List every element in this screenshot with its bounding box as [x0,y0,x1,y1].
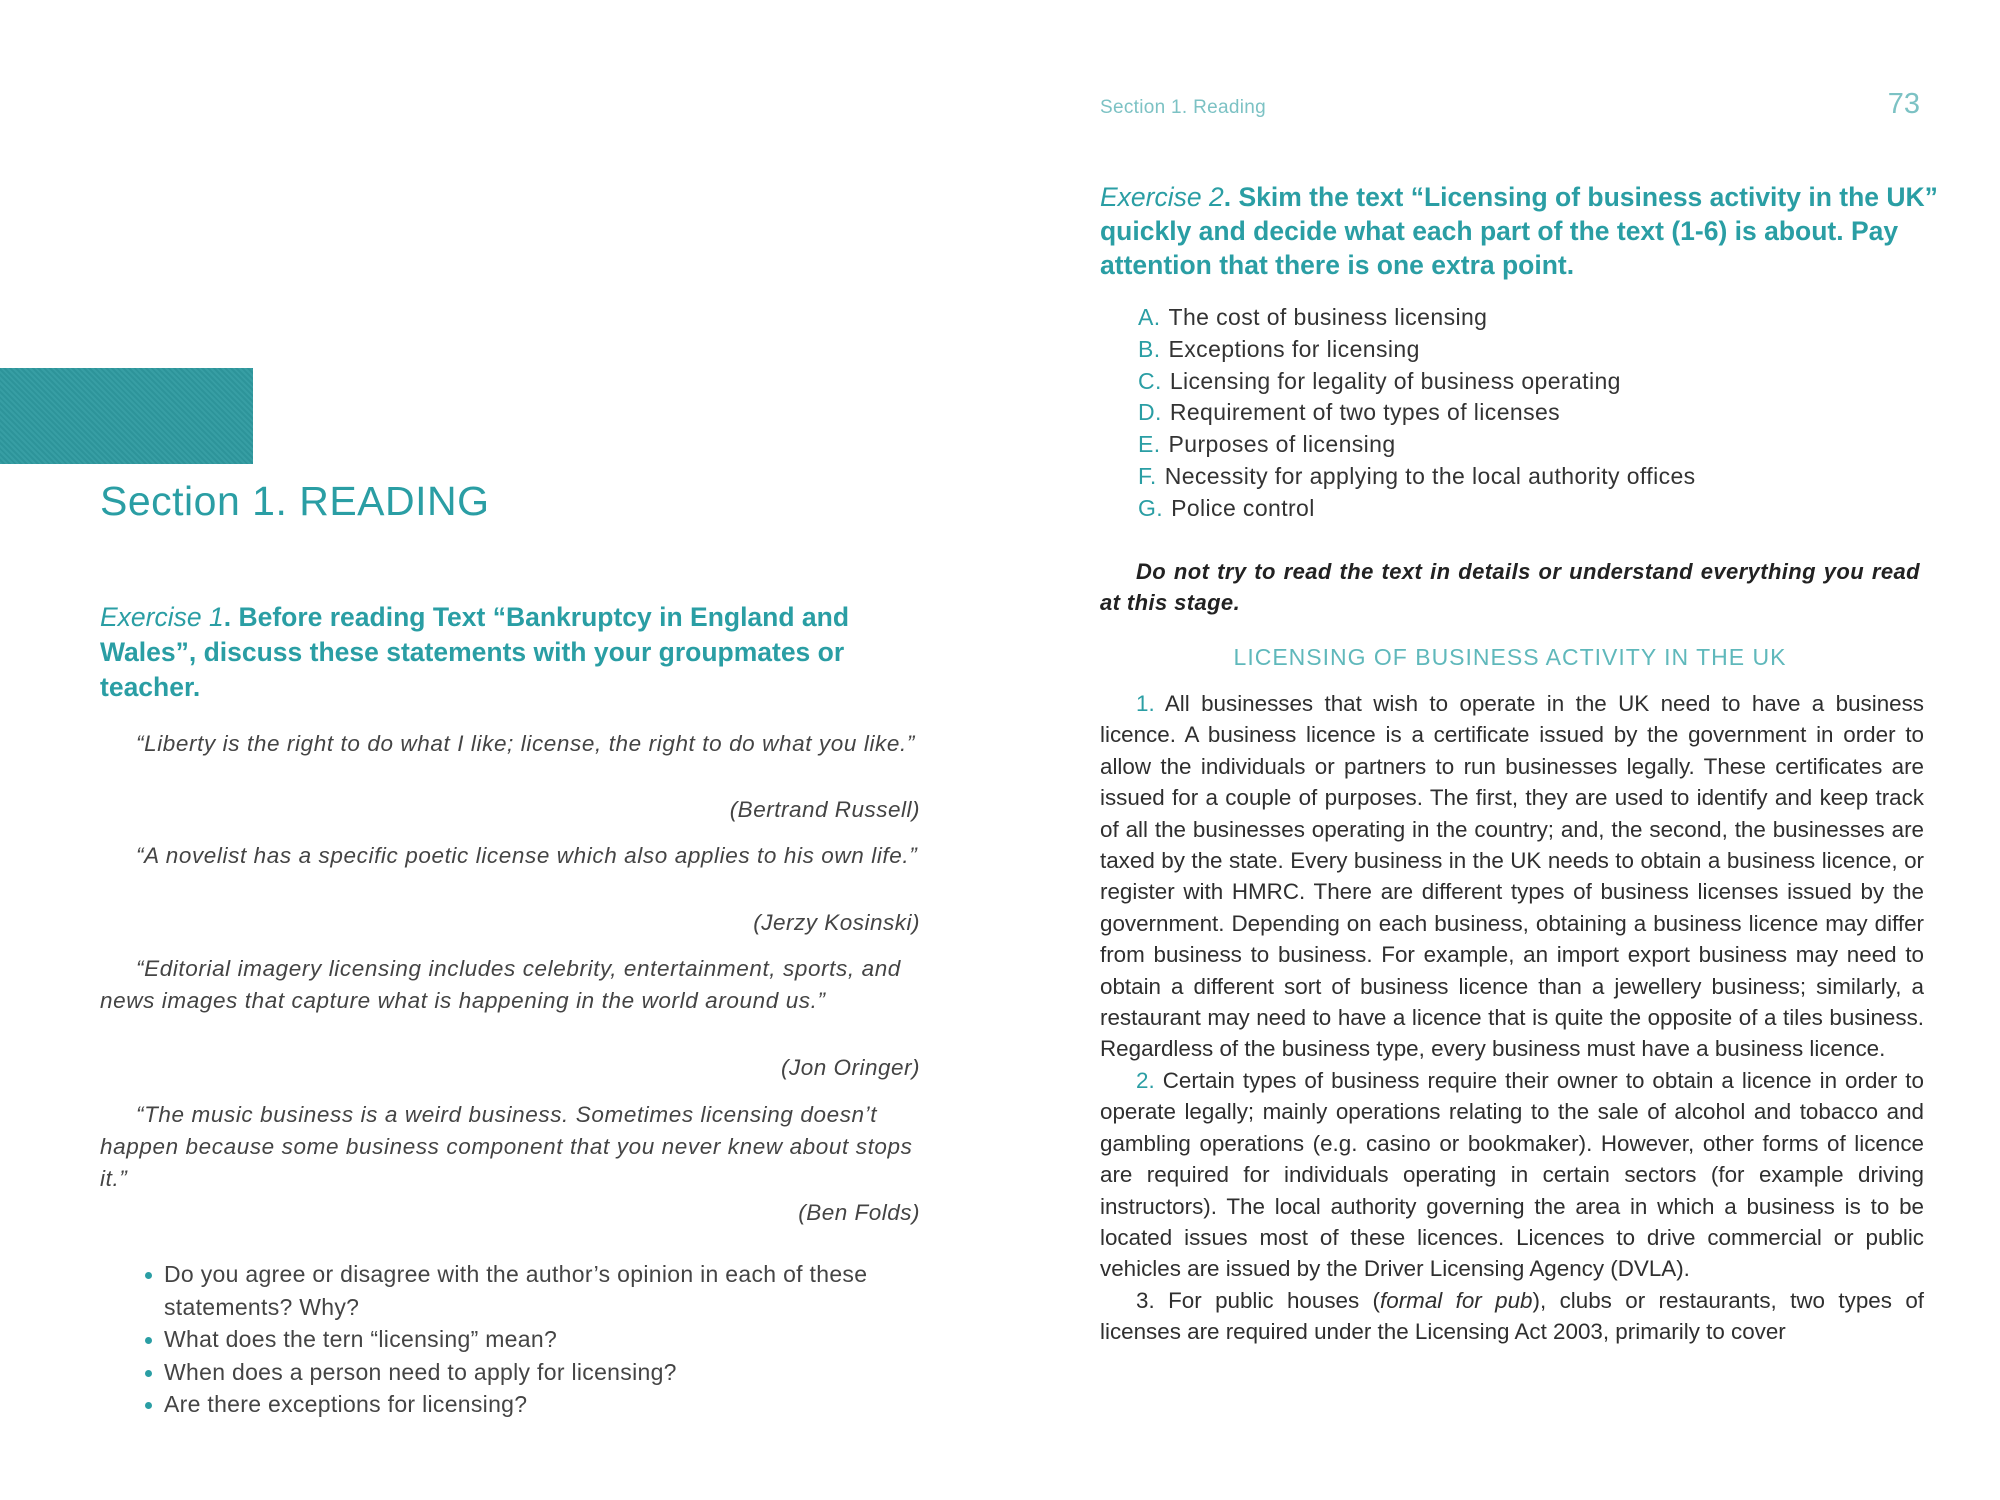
exercise-1-text: . Before reading Text “Bankruptcy in England and Wales”, discuss these statements with your groupmates or teacher. [100,602,850,702]
question-item: Are there exceptions for licensing? [145,1388,935,1421]
question-item: Do you agree or disagree with the author’s opinion in each of these statements? Why? [145,1258,935,1323]
quote-1-author: (Bertrand Russell) [729,797,920,822]
option-text: Necessity for applying to the local authority offices [1164,462,1696,489]
answer-options [1138,302,1696,525]
article-body [1100,688,1924,1348]
option-text: Licensing for legality of business operating [1169,367,1621,394]
discussion-questions [145,1258,935,1421]
option-text: Requirement of two types of licenses [1169,399,1561,426]
section-color-block [0,368,253,464]
option-letter: G. [1138,494,1164,521]
option-text: Exceptions for licensing [1168,335,1420,362]
right-page [1000,0,2000,1500]
option-letter: F. [1138,462,1157,489]
question-item: What does the tern “licensing” mean? [145,1323,935,1356]
running-head: Section 1. Reading [1100,97,1266,118]
quote-4: “The music business is a weird business. Sometimes licensing doesn’t happen because some business component that you never knew about stops it.” [100,1102,913,1191]
paragraph-text: Certain types of business require their owner to obtain a licence in order to operate legally; mainly operations relating to the sale of alcohol and tobacco and gambling operations (e.g. casino or bookmaker). However, other forms of licence are required for individuals operating in certain sectors (for example driving instructors). The local authority governing the area in which a business is to be located issues most of these licences. Licences to drive commercial or public vehicles are issued by the Driver Licensing Agency (DVLA). [1100,1067,1924,1282]
article-title: LICENSING OF BUSINESS ACTIVITY IN THE UK [1233,644,1787,670]
exercise-1-label: Exercise 1 [100,602,224,632]
quote-3-author: (Jon Oringer) [780,1055,920,1080]
paragraph-text-before: For public houses ( [1168,1287,1381,1313]
section-heading: Section 1. READING [100,478,490,524]
quote-4-author: (Ben Folds) [798,1200,920,1225]
option-item [1138,461,1696,493]
option-text: Police control [1171,494,1315,521]
option-letter: C. [1138,367,1162,394]
paragraph-text: All businesses that wish to operate in the UK need to have a business licence. A business licence is a certificate issued by the government in order to allow the individuals or partners to run businesses legally. These certificates are issued for a couple of purposes. The first, they are used to identify and keep track of all the businesses operating in the country; and, the second, the businesses are taxed by the state. Every business in the UK needs to obtain a business licence, or register with HMRC. There are different types of business licenses issued by the government. Depending on each business, obtaining a business licence may differ from business to business. For example, an import export business may need to obtain a different sort of business licence than a jewellery business; similarly, a restaurant may need to have a licence that is quite the opposite of a tiles business. Regardless of the business type, every business must have a business licence. [1100,691,1924,1062]
quote-2-author: (Jerzy Kosinski) [753,910,920,935]
option-letter: B. [1138,335,1161,362]
option-item [1138,334,1696,366]
quote-1: “Liberty is the right to do what I like; license, the right to do what you like.” [136,731,915,756]
reading-instruction: Do not try to read the text in details or understand everything you read at this stage. [1100,559,1920,615]
question-item: When does a person need to apply for licensing? [145,1356,935,1389]
paragraph-text-after: ), clubs or restaurants, two types of licenses are required under the Licensing Act 2003, primarily to cover [1100,1287,1924,1345]
quote-2: “A novelist has a specific poetic license which also applies to his own life.” [136,843,918,868]
option-text: Purposes of licensing [1168,431,1396,458]
option-item [1138,429,1696,461]
paragraph-number: 3. [1136,1287,1155,1313]
paragraph-number: 2. [1136,1067,1155,1093]
paragraph-number: 1. [1136,691,1155,716]
exercise-2-label: Exercise 2 [1100,182,1224,212]
quote-3: “Editorial imagery licensing includes celebrity, entertainment, sports, and news images that capture what is happening in the world around us.” [100,956,901,1013]
option-item [1138,397,1696,429]
article-paragraph-1 [1100,688,1924,1065]
article-paragraph-2 [1100,1065,1924,1285]
option-item [1138,366,1696,398]
option-letter: E. [1138,431,1161,458]
option-letter: A. [1138,304,1161,330]
option-text: The cost of business licensing [1168,304,1488,330]
paragraph-text-italic: formal for pub [1380,1287,1533,1313]
article-paragraph-3 [1100,1285,1924,1348]
option-item [1138,493,1696,525]
option-item [1138,302,1696,334]
exercise-2-text: . Skim the text “Licensing of business activity in the UK” quickly and decide what each part of the text (1-6) is about. Pay attention that there is one extra point. [1100,182,1938,280]
page-number: 73 [1887,88,1920,120]
exercise-2-title [1100,180,1940,282]
exercise-1-title [100,600,860,705]
option-letter: D. [1138,399,1162,426]
